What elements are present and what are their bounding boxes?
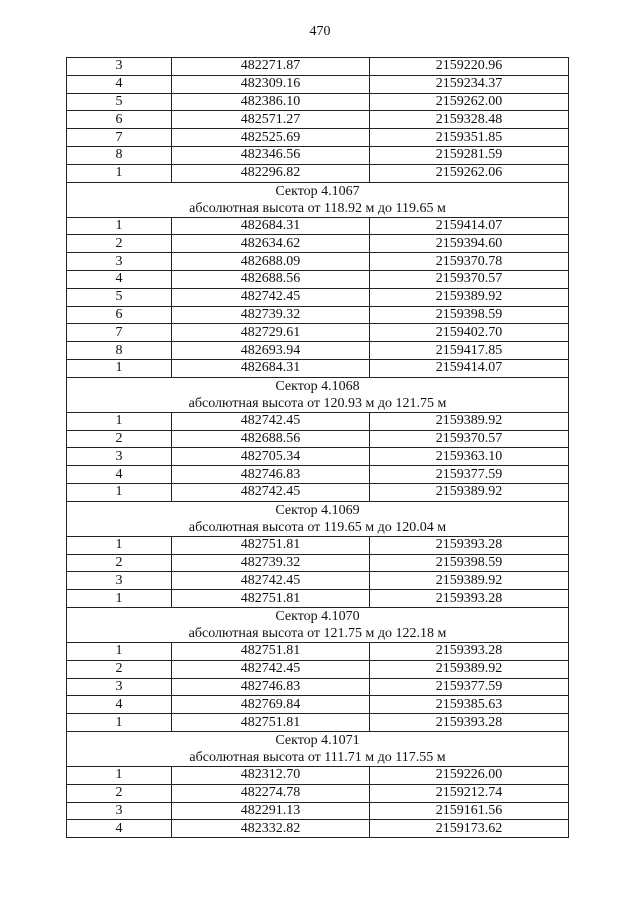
point-number-cell: 2 — [67, 784, 172, 802]
x-coordinate-cell: 482291.13 — [172, 802, 370, 820]
sector-header-row — [67, 182, 569, 217]
table-row — [67, 342, 569, 360]
sector-altitude: абсолютная высота от 111.71 м до 117.55 м — [189, 749, 446, 765]
table-row — [67, 93, 569, 111]
table-row — [67, 129, 569, 147]
point-number-cell: 1 — [67, 359, 172, 377]
point-number-cell: 5 — [67, 288, 172, 306]
x-coordinate-cell: 482312.70 — [172, 766, 370, 784]
table-row — [67, 288, 569, 306]
x-coordinate-cell: 482739.32 — [172, 554, 370, 572]
point-number-cell: 2 — [67, 554, 172, 572]
x-coordinate-cell: 482751.81 — [172, 714, 370, 732]
table-row — [67, 766, 569, 784]
table-row — [67, 306, 569, 324]
table-row — [67, 164, 569, 182]
x-coordinate-cell: 482693.94 — [172, 342, 370, 360]
y-coordinate-cell: 2159389.92 — [370, 660, 569, 678]
y-coordinate-cell: 2159393.28 — [370, 590, 569, 608]
sector-header-cell — [67, 377, 569, 412]
x-coordinate-cell: 482742.45 — [172, 483, 370, 501]
x-coordinate-cell: 482746.83 — [172, 678, 370, 696]
x-coordinate-cell: 482751.81 — [172, 590, 370, 608]
table-row — [67, 75, 569, 93]
point-number-cell: 4 — [67, 270, 172, 288]
table-row — [67, 359, 569, 377]
table-row — [67, 572, 569, 590]
table-row — [67, 58, 569, 76]
point-number-cell: 1 — [67, 483, 172, 501]
x-coordinate-cell: 482688.09 — [172, 253, 370, 271]
coordinates-table-body — [67, 58, 569, 838]
x-coordinate-cell: 482739.32 — [172, 306, 370, 324]
x-coordinate-cell: 482525.69 — [172, 129, 370, 147]
y-coordinate-cell: 2159389.92 — [370, 412, 569, 430]
point-number-cell: 1 — [67, 590, 172, 608]
y-coordinate-cell: 2159414.07 — [370, 217, 569, 235]
table-row — [67, 217, 569, 235]
point-number-cell: 1 — [67, 164, 172, 182]
table-row — [67, 466, 569, 484]
table-row — [67, 696, 569, 714]
x-coordinate-cell: 482742.45 — [172, 288, 370, 306]
x-coordinate-cell: 482296.82 — [172, 164, 370, 182]
point-number-cell: 4 — [67, 696, 172, 714]
point-number-cell: 3 — [67, 572, 172, 590]
sector-title: Сектор 4.1067 — [275, 183, 360, 199]
x-coordinate-cell: 482705.34 — [172, 448, 370, 466]
x-coordinate-cell: 482751.81 — [172, 536, 370, 554]
y-coordinate-cell: 2159281.59 — [370, 146, 569, 164]
x-coordinate-cell: 482746.83 — [172, 466, 370, 484]
y-coordinate-cell: 2159398.59 — [370, 554, 569, 572]
page-number: 470 — [309, 24, 331, 39]
y-coordinate-cell: 2159393.28 — [370, 642, 569, 660]
table-row — [67, 412, 569, 430]
point-number-cell: 4 — [67, 75, 172, 93]
y-coordinate-cell: 2159212.74 — [370, 784, 569, 802]
table-row — [67, 554, 569, 572]
point-number-cell: 1 — [67, 714, 172, 732]
sector-header-cell — [67, 182, 569, 217]
x-coordinate-cell: 482729.61 — [172, 324, 370, 342]
x-coordinate-cell: 482742.45 — [172, 412, 370, 430]
table-row — [67, 253, 569, 271]
sector-header-cell — [67, 501, 569, 536]
y-coordinate-cell: 2159393.28 — [370, 714, 569, 732]
point-number-cell: 3 — [67, 448, 172, 466]
table-row — [67, 146, 569, 164]
sector-altitude: абсолютная высота от 120.93 м до 121.75 м — [188, 395, 447, 411]
x-coordinate-cell: 482688.56 — [172, 430, 370, 448]
table-row — [67, 483, 569, 501]
sector-header-row — [67, 377, 569, 412]
point-number-cell: 3 — [67, 678, 172, 696]
y-coordinate-cell: 2159389.92 — [370, 572, 569, 590]
y-coordinate-cell: 2159385.63 — [370, 696, 569, 714]
sector-header-cell — [67, 731, 569, 766]
table-row — [67, 590, 569, 608]
x-coordinate-cell: 482634.62 — [172, 235, 370, 253]
table-row — [67, 448, 569, 466]
table-row — [67, 430, 569, 448]
y-coordinate-cell: 2159370.78 — [370, 253, 569, 271]
table-row — [67, 784, 569, 802]
point-number-cell: 2 — [67, 235, 172, 253]
point-number-cell: 2 — [67, 660, 172, 678]
y-coordinate-cell: 2159417.85 — [370, 342, 569, 360]
x-coordinate-cell: 482274.78 — [172, 784, 370, 802]
point-number-cell: 1 — [67, 766, 172, 784]
point-number-cell: 2 — [67, 430, 172, 448]
y-coordinate-cell: 2159377.59 — [370, 466, 569, 484]
sector-header-row — [67, 607, 569, 642]
x-coordinate-cell: 482571.27 — [172, 111, 370, 129]
y-coordinate-cell: 2159402.70 — [370, 324, 569, 342]
sector-title: Сектор 4.1069 — [275, 502, 360, 518]
y-coordinate-cell: 2159351.85 — [370, 129, 569, 147]
y-coordinate-cell: 2159370.57 — [370, 430, 569, 448]
point-number-cell: 8 — [67, 146, 172, 164]
point-number-cell: 3 — [67, 58, 172, 76]
point-number-cell: 7 — [67, 129, 172, 147]
y-coordinate-cell: 2159161.56 — [370, 802, 569, 820]
point-number-cell: 1 — [67, 536, 172, 554]
sector-title: Сектор 4.1068 — [275, 378, 360, 394]
x-coordinate-cell: 482688.56 — [172, 270, 370, 288]
sector-header-row — [67, 731, 569, 766]
point-number-cell: 4 — [67, 466, 172, 484]
y-coordinate-cell: 2159262.00 — [370, 93, 569, 111]
table-row — [67, 660, 569, 678]
sector-altitude: абсолютная высота от 121.75 м до 122.18 м — [188, 625, 447, 641]
x-coordinate-cell: 482386.10 — [172, 93, 370, 111]
table-row — [67, 536, 569, 554]
point-number-cell: 1 — [67, 217, 172, 235]
y-coordinate-cell: 2159220.96 — [370, 58, 569, 76]
sector-altitude: абсолютная высота от 118.92 м до 119.65 м — [189, 200, 446, 216]
y-coordinate-cell: 2159363.10 — [370, 448, 569, 466]
point-number-cell: 3 — [67, 802, 172, 820]
sector-header-cell — [67, 607, 569, 642]
table-row — [67, 324, 569, 342]
table-row — [67, 111, 569, 129]
y-coordinate-cell: 2159226.00 — [370, 766, 569, 784]
x-coordinate-cell: 482769.84 — [172, 696, 370, 714]
x-coordinate-cell: 482332.82 — [172, 820, 370, 838]
y-coordinate-cell: 2159370.57 — [370, 270, 569, 288]
y-coordinate-cell: 2159393.28 — [370, 536, 569, 554]
sector-header-row — [67, 501, 569, 536]
y-coordinate-cell: 2159398.59 — [370, 306, 569, 324]
table-row — [67, 235, 569, 253]
sector-title: Сектор 4.1071 — [275, 732, 360, 748]
table-row — [67, 714, 569, 732]
point-number-cell: 5 — [67, 93, 172, 111]
point-number-cell: 8 — [67, 342, 172, 360]
x-coordinate-cell: 482751.81 — [172, 642, 370, 660]
table-row — [67, 270, 569, 288]
y-coordinate-cell: 2159234.37 — [370, 75, 569, 93]
point-number-cell: 1 — [67, 642, 172, 660]
table-row — [67, 802, 569, 820]
y-coordinate-cell: 2159377.59 — [370, 678, 569, 696]
y-coordinate-cell: 2159328.48 — [370, 111, 569, 129]
y-coordinate-cell: 2159389.92 — [370, 483, 569, 501]
point-number-cell: 4 — [67, 820, 172, 838]
y-coordinate-cell: 2159173.62 — [370, 820, 569, 838]
y-coordinate-cell: 2159394.60 — [370, 235, 569, 253]
sector-title: Сектор 4.1070 — [275, 608, 360, 624]
x-coordinate-cell: 482309.16 — [172, 75, 370, 93]
point-number-cell: 3 — [67, 253, 172, 271]
table-row — [67, 678, 569, 696]
x-coordinate-cell: 482271.87 — [172, 58, 370, 76]
y-coordinate-cell: 2159414.07 — [370, 359, 569, 377]
y-coordinate-cell: 2159262.06 — [370, 164, 569, 182]
x-coordinate-cell: 482742.45 — [172, 660, 370, 678]
x-coordinate-cell: 482346.56 — [172, 146, 370, 164]
table-row — [67, 642, 569, 660]
point-number-cell: 6 — [67, 306, 172, 324]
table-row — [67, 820, 569, 838]
y-coordinate-cell: 2159389.92 — [370, 288, 569, 306]
x-coordinate-cell: 482684.31 — [172, 359, 370, 377]
x-coordinate-cell: 482684.31 — [172, 217, 370, 235]
coordinates-table — [66, 57, 569, 838]
point-number-cell: 7 — [67, 324, 172, 342]
sector-altitude: абсолютная высота от 119.65 м до 120.04 м — [188, 519, 447, 535]
x-coordinate-cell: 482742.45 — [172, 572, 370, 590]
point-number-cell: 6 — [67, 111, 172, 129]
point-number-cell: 1 — [67, 412, 172, 430]
